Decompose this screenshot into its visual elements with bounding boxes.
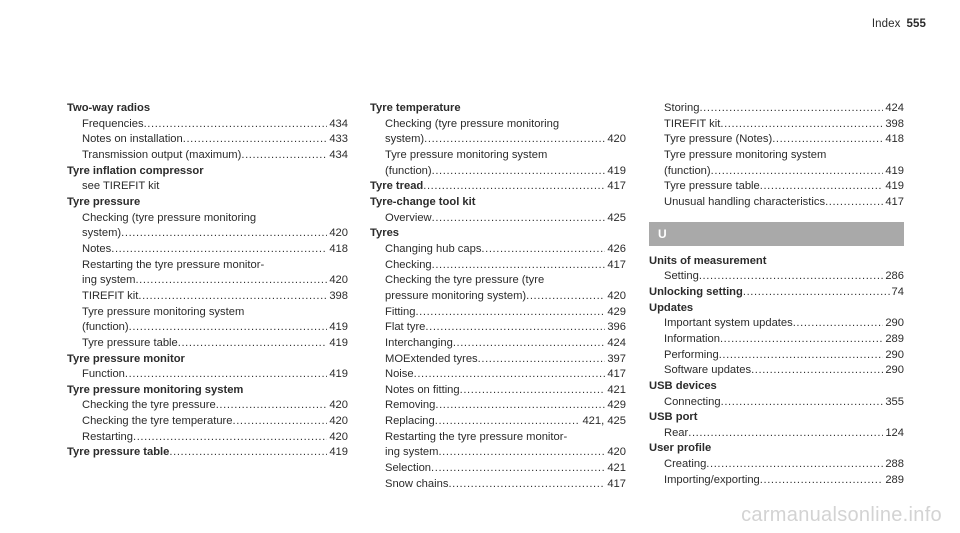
page-ref: 421 — [607, 462, 626, 475]
dot-leader — [138, 289, 327, 305]
index-entry — [649, 301, 904, 379]
index-entry — [370, 195, 626, 226]
heading-text: Tyre tread — [370, 180, 424, 193]
index-heading — [67, 164, 348, 180]
page-ref: 425 — [607, 211, 626, 224]
page-ref: 419 — [329, 321, 348, 334]
page-ref: 417 — [607, 258, 626, 271]
page-header — [872, 18, 926, 30]
index-subentry — [370, 336, 626, 352]
dot-leader — [144, 117, 328, 133]
page-ref: 290 — [885, 317, 904, 330]
page-ref: 74 — [891, 285, 904, 298]
index-entry — [370, 226, 626, 492]
subentry-text: Noise — [385, 368, 414, 381]
index-subentry — [649, 332, 904, 348]
index-heading — [370, 226, 626, 242]
index-heading — [649, 254, 904, 270]
page-ref: 398 — [885, 117, 904, 130]
subentry-text: (function) — [664, 164, 711, 177]
index-subentry — [370, 352, 626, 368]
subentry-text: Checking — [385, 258, 432, 271]
dot-leader — [431, 461, 605, 477]
dot-leader — [720, 332, 883, 348]
index-subentry — [67, 273, 348, 289]
subentry-text: Tyre pressure (Notes) — [664, 133, 773, 146]
page-ref: 289 — [885, 332, 904, 345]
index-column-2 — [370, 101, 626, 492]
heading-text: User profile — [649, 442, 712, 455]
index-subentry — [67, 211, 348, 227]
heading-text: Tyre pressure — [67, 195, 141, 208]
dot-leader — [216, 398, 328, 414]
index-subentry — [649, 363, 904, 379]
page-ref: 417 — [607, 368, 626, 381]
index-heading — [649, 301, 904, 317]
index-subentry — [370, 305, 626, 321]
subentry-text: system) — [82, 227, 122, 240]
dot-leader — [169, 445, 327, 461]
index-heading — [649, 410, 904, 426]
index-heading — [370, 179, 626, 195]
index-subentry — [370, 242, 626, 258]
page-ref: 417 — [607, 180, 626, 193]
dot-leader — [526, 289, 605, 305]
subentry-text: Notes on fitting — [385, 383, 460, 396]
page-ref: 420 — [607, 133, 626, 146]
index-entry — [67, 352, 348, 383]
subentry-text: Checking the tyre temperature — [82, 415, 233, 428]
heading-text: Tyre pressure table — [67, 446, 170, 459]
index-subentry — [370, 132, 626, 148]
page-ref: 419 — [329, 368, 348, 381]
subentry-text: Replacing — [385, 415, 435, 428]
page-ref: 420 — [607, 289, 626, 302]
index-entry — [649, 379, 904, 410]
dot-leader — [699, 101, 883, 117]
dot-leader — [183, 132, 328, 148]
index-column-1 — [67, 101, 348, 461]
subentry-text: Selection — [385, 462, 432, 475]
index-subentry — [67, 179, 348, 195]
subentry-text: Restarting the tyre pressure monitor- — [385, 430, 568, 443]
page-ref: 429 — [607, 305, 626, 318]
page-ref: 124 — [885, 426, 904, 439]
page-ref: 417 — [885, 195, 904, 208]
dot-leader — [125, 367, 327, 383]
index-subentry — [649, 457, 904, 473]
subentry-text: Tyre pressure table — [664, 180, 760, 193]
page-ref: 290 — [885, 348, 904, 361]
index-subentry — [370, 430, 626, 446]
subentry-text: Checking the tyre pressure (tyre — [385, 274, 545, 287]
heading-text: Tyre inflation compressor — [67, 164, 204, 177]
subentry-text: Tyre pressure monitoring system — [82, 305, 245, 318]
index-column-3 — [649, 101, 904, 488]
heading-text: Tyre-change tool kit — [370, 195, 476, 208]
dot-leader — [121, 226, 327, 242]
index-subentry — [370, 211, 626, 227]
index-subentry — [370, 461, 626, 477]
page-ref: 434 — [329, 148, 348, 161]
page-ref: 420 — [329, 399, 348, 412]
dot-leader — [432, 164, 606, 180]
subentry-text: Checking (tyre pressure monitoring — [82, 211, 257, 224]
index-subentry — [649, 117, 904, 133]
dot-leader — [414, 367, 606, 383]
index-subentry — [67, 398, 348, 414]
subentry-text: Snow chains — [385, 477, 449, 490]
subentry-text: Restarting the tyre pressure monitor- — [82, 258, 265, 271]
subentry-text: Restarting — [82, 430, 133, 443]
index-entry — [67, 195, 348, 352]
subentry-text: Fitting — [385, 305, 416, 318]
index-entry — [370, 101, 626, 179]
dot-leader — [478, 352, 606, 368]
subentry-text: Checking the tyre pressure — [82, 399, 216, 412]
index-heading — [67, 445, 348, 461]
index-subentry — [67, 289, 348, 305]
index-entry — [370, 179, 626, 195]
dot-leader — [743, 285, 890, 301]
dot-leader — [481, 242, 605, 258]
dot-leader — [721, 395, 884, 411]
subentry-text: ing system — [82, 274, 136, 287]
index-entry — [649, 254, 904, 285]
subentry-text: Importing/exporting — [664, 473, 760, 486]
index-subentry — [67, 305, 348, 321]
index-entry — [67, 445, 348, 461]
page-ref: 421 — [607, 383, 626, 396]
subentry-text: Connecting — [664, 395, 721, 408]
page-ref: 426 — [607, 242, 626, 255]
subentry-text: (function) — [385, 164, 432, 177]
dot-leader — [432, 258, 606, 274]
page-ref: 288 — [885, 458, 904, 471]
page-ref: 420 — [329, 415, 348, 428]
subentry-text: Changing hub caps — [385, 242, 482, 255]
subentry-text: Performing — [664, 348, 719, 361]
index-entry — [649, 441, 904, 488]
subentry-text: system) — [385, 133, 425, 146]
index-heading — [67, 101, 348, 117]
subentry-text: Software updates — [664, 364, 752, 377]
page-ref: 286 — [885, 270, 904, 283]
index-subentry — [67, 117, 348, 133]
page-ref: 433 — [329, 133, 348, 146]
heading-text: Units of measurement — [649, 254, 767, 267]
page-ref: 398 — [329, 289, 348, 302]
dot-leader — [711, 164, 884, 180]
dot-leader — [751, 363, 883, 379]
index-heading — [370, 101, 626, 117]
page-number: 555 — [906, 18, 926, 30]
dot-leader — [424, 132, 605, 148]
page-ref: 418 — [885, 133, 904, 146]
dot-leader — [760, 473, 884, 489]
index-entry — [67, 383, 348, 446]
index-subentry — [370, 289, 626, 305]
page-ref: 419 — [329, 446, 348, 459]
index-subentry — [649, 101, 904, 117]
page-ref: 419 — [885, 164, 904, 177]
index-subentry — [649, 195, 904, 211]
index-subentry — [370, 320, 626, 336]
subentry-text: Important system updates — [664, 317, 793, 330]
index-heading — [649, 379, 904, 395]
index-subentry — [67, 414, 348, 430]
index-subentry — [370, 383, 626, 399]
letter-divider: U — [649, 222, 904, 246]
subentry-text: ing system — [385, 446, 439, 459]
subentry-text: Removing — [385, 399, 436, 412]
page-ref: 419 — [885, 180, 904, 193]
heading-text: Unlocking setting — [649, 285, 743, 298]
dot-leader — [688, 426, 883, 442]
page-ref: 419 — [329, 336, 348, 349]
heading-text: Tyre temperature — [370, 102, 461, 114]
subentry-text: Frequencies — [82, 117, 144, 130]
index-subentry — [370, 398, 626, 414]
subentry-text: pressure monitoring system) — [385, 289, 527, 302]
heading-text: Two-way radios — [67, 102, 151, 114]
page-ref: 355 — [885, 395, 904, 408]
dot-leader — [133, 430, 327, 446]
subentry-text: see TIREFIT kit — [82, 180, 160, 193]
subentry-text: Notes — [82, 242, 112, 255]
page-ref: 289 — [885, 473, 904, 486]
dot-leader — [415, 305, 605, 321]
dot-leader — [793, 316, 884, 332]
dot-leader — [435, 398, 605, 414]
page-ref: 419 — [607, 164, 626, 177]
dot-leader — [425, 320, 605, 336]
dot-leader — [453, 336, 606, 352]
page-ref: 396 — [607, 321, 626, 334]
index-entry — [67, 164, 348, 195]
index-heading — [649, 441, 904, 457]
dot-leader — [825, 195, 883, 211]
index-subentry — [649, 395, 904, 411]
dot-leader — [111, 242, 327, 258]
subentry-text: Overview — [385, 211, 432, 224]
index-subentry — [649, 348, 904, 364]
subentry-text: Notes on installation — [82, 133, 183, 146]
dot-leader — [448, 477, 605, 493]
index-subentry — [370, 445, 626, 461]
subentry-text: Interchanging — [385, 336, 453, 349]
index-subentry — [649, 164, 904, 180]
subentry-text: Information — [664, 332, 720, 345]
index-subentry — [67, 367, 348, 383]
dot-leader — [460, 383, 606, 399]
dot-leader — [706, 457, 883, 473]
index-subentry — [649, 316, 904, 332]
index-subentry — [67, 148, 348, 164]
page-ref: 420 — [607, 446, 626, 459]
heading-text: Updates — [649, 301, 694, 314]
dot-leader — [432, 211, 606, 227]
index-subentry — [67, 242, 348, 258]
index-heading — [649, 285, 904, 301]
index-subentry — [370, 148, 626, 164]
dot-leader — [699, 269, 883, 285]
index-subentry — [370, 258, 626, 274]
subentry-text: TIREFIT kit — [82, 289, 139, 302]
dot-leader — [423, 179, 605, 195]
dot-leader — [438, 445, 605, 461]
subentry-text: Function — [82, 368, 125, 381]
index-heading — [67, 195, 348, 211]
watermark: carmanualsonline.info — [741, 504, 942, 526]
index-subentry — [370, 414, 626, 430]
subentry-text: Creating — [664, 458, 707, 471]
index-subentry — [67, 132, 348, 148]
page-ref: 420 — [329, 430, 348, 443]
index-entry — [67, 101, 348, 164]
dot-leader — [772, 132, 883, 148]
dot-leader — [435, 414, 581, 430]
dot-leader — [135, 273, 327, 289]
dot-leader — [233, 414, 328, 430]
dot-leader — [129, 320, 328, 336]
subentry-text: Checking (tyre pressure monitoring — [385, 117, 560, 130]
subentry-text: Tyre pressure table — [82, 336, 178, 349]
page-ref: 421, 425 — [582, 415, 626, 428]
index-entry — [649, 285, 904, 301]
index-subentry — [67, 336, 348, 352]
index-subentry — [649, 179, 904, 195]
index-subentry — [67, 430, 348, 446]
index-subentry — [370, 164, 626, 180]
page-ref: 424 — [885, 102, 904, 114]
heading-text: Tyre pressure monitoring system — [67, 383, 244, 396]
dot-leader — [719, 348, 884, 364]
subentry-text: Rear — [664, 426, 689, 439]
index-subentry — [649, 132, 904, 148]
subentry-text: Storing — [664, 102, 700, 114]
index-subentry — [370, 477, 626, 493]
page-ref: 418 — [329, 242, 348, 255]
subentry-text: Flat tyre — [385, 321, 426, 334]
index-entry — [649, 101, 904, 211]
index-subentry — [67, 226, 348, 242]
heading-text: USB port — [649, 411, 698, 424]
subentry-text: Unusual handling characteristics — [664, 195, 826, 208]
subentry-text: (function) — [82, 321, 129, 334]
page-ref: 434 — [329, 117, 348, 130]
page-ref: 424 — [607, 336, 626, 349]
index-subentry — [370, 117, 626, 133]
index-subentry — [370, 273, 626, 289]
index-subentry — [67, 258, 348, 274]
index-heading — [67, 352, 348, 368]
subentry-text: TIREFIT kit — [664, 117, 721, 130]
subentry-text: Setting — [664, 270, 699, 283]
dot-leader — [178, 336, 328, 352]
section-title: Index — [871, 18, 901, 30]
dot-leader — [720, 117, 883, 133]
index-subentry — [649, 426, 904, 442]
subentry-text: Tyre pressure monitoring system — [385, 148, 548, 161]
page-ref: 397 — [607, 352, 626, 365]
index-heading — [370, 195, 626, 211]
index-subentry — [649, 269, 904, 285]
subentry-text: MOExtended tyres — [385, 352, 478, 365]
index-subentry — [649, 148, 904, 164]
index-subentry — [67, 320, 348, 336]
heading-text: USB devices — [649, 379, 717, 392]
page-ref: 420 — [329, 227, 348, 240]
index-subentry — [370, 367, 626, 383]
page-ref: 420 — [329, 274, 348, 287]
page-ref: 429 — [607, 399, 626, 412]
page-ref: 290 — [885, 364, 904, 377]
index-entry — [649, 410, 904, 441]
index-heading — [67, 383, 348, 399]
dot-leader — [241, 148, 327, 164]
dot-leader — [760, 179, 884, 195]
subentry-text: Tyre pressure monitoring system — [664, 148, 827, 161]
page-ref: 417 — [607, 477, 626, 490]
subentry-text: Transmission output (maximum) — [82, 148, 242, 161]
index-subentry — [649, 473, 904, 489]
heading-text: Tyre pressure monitor — [67, 352, 185, 365]
heading-text: Tyres — [370, 227, 400, 240]
